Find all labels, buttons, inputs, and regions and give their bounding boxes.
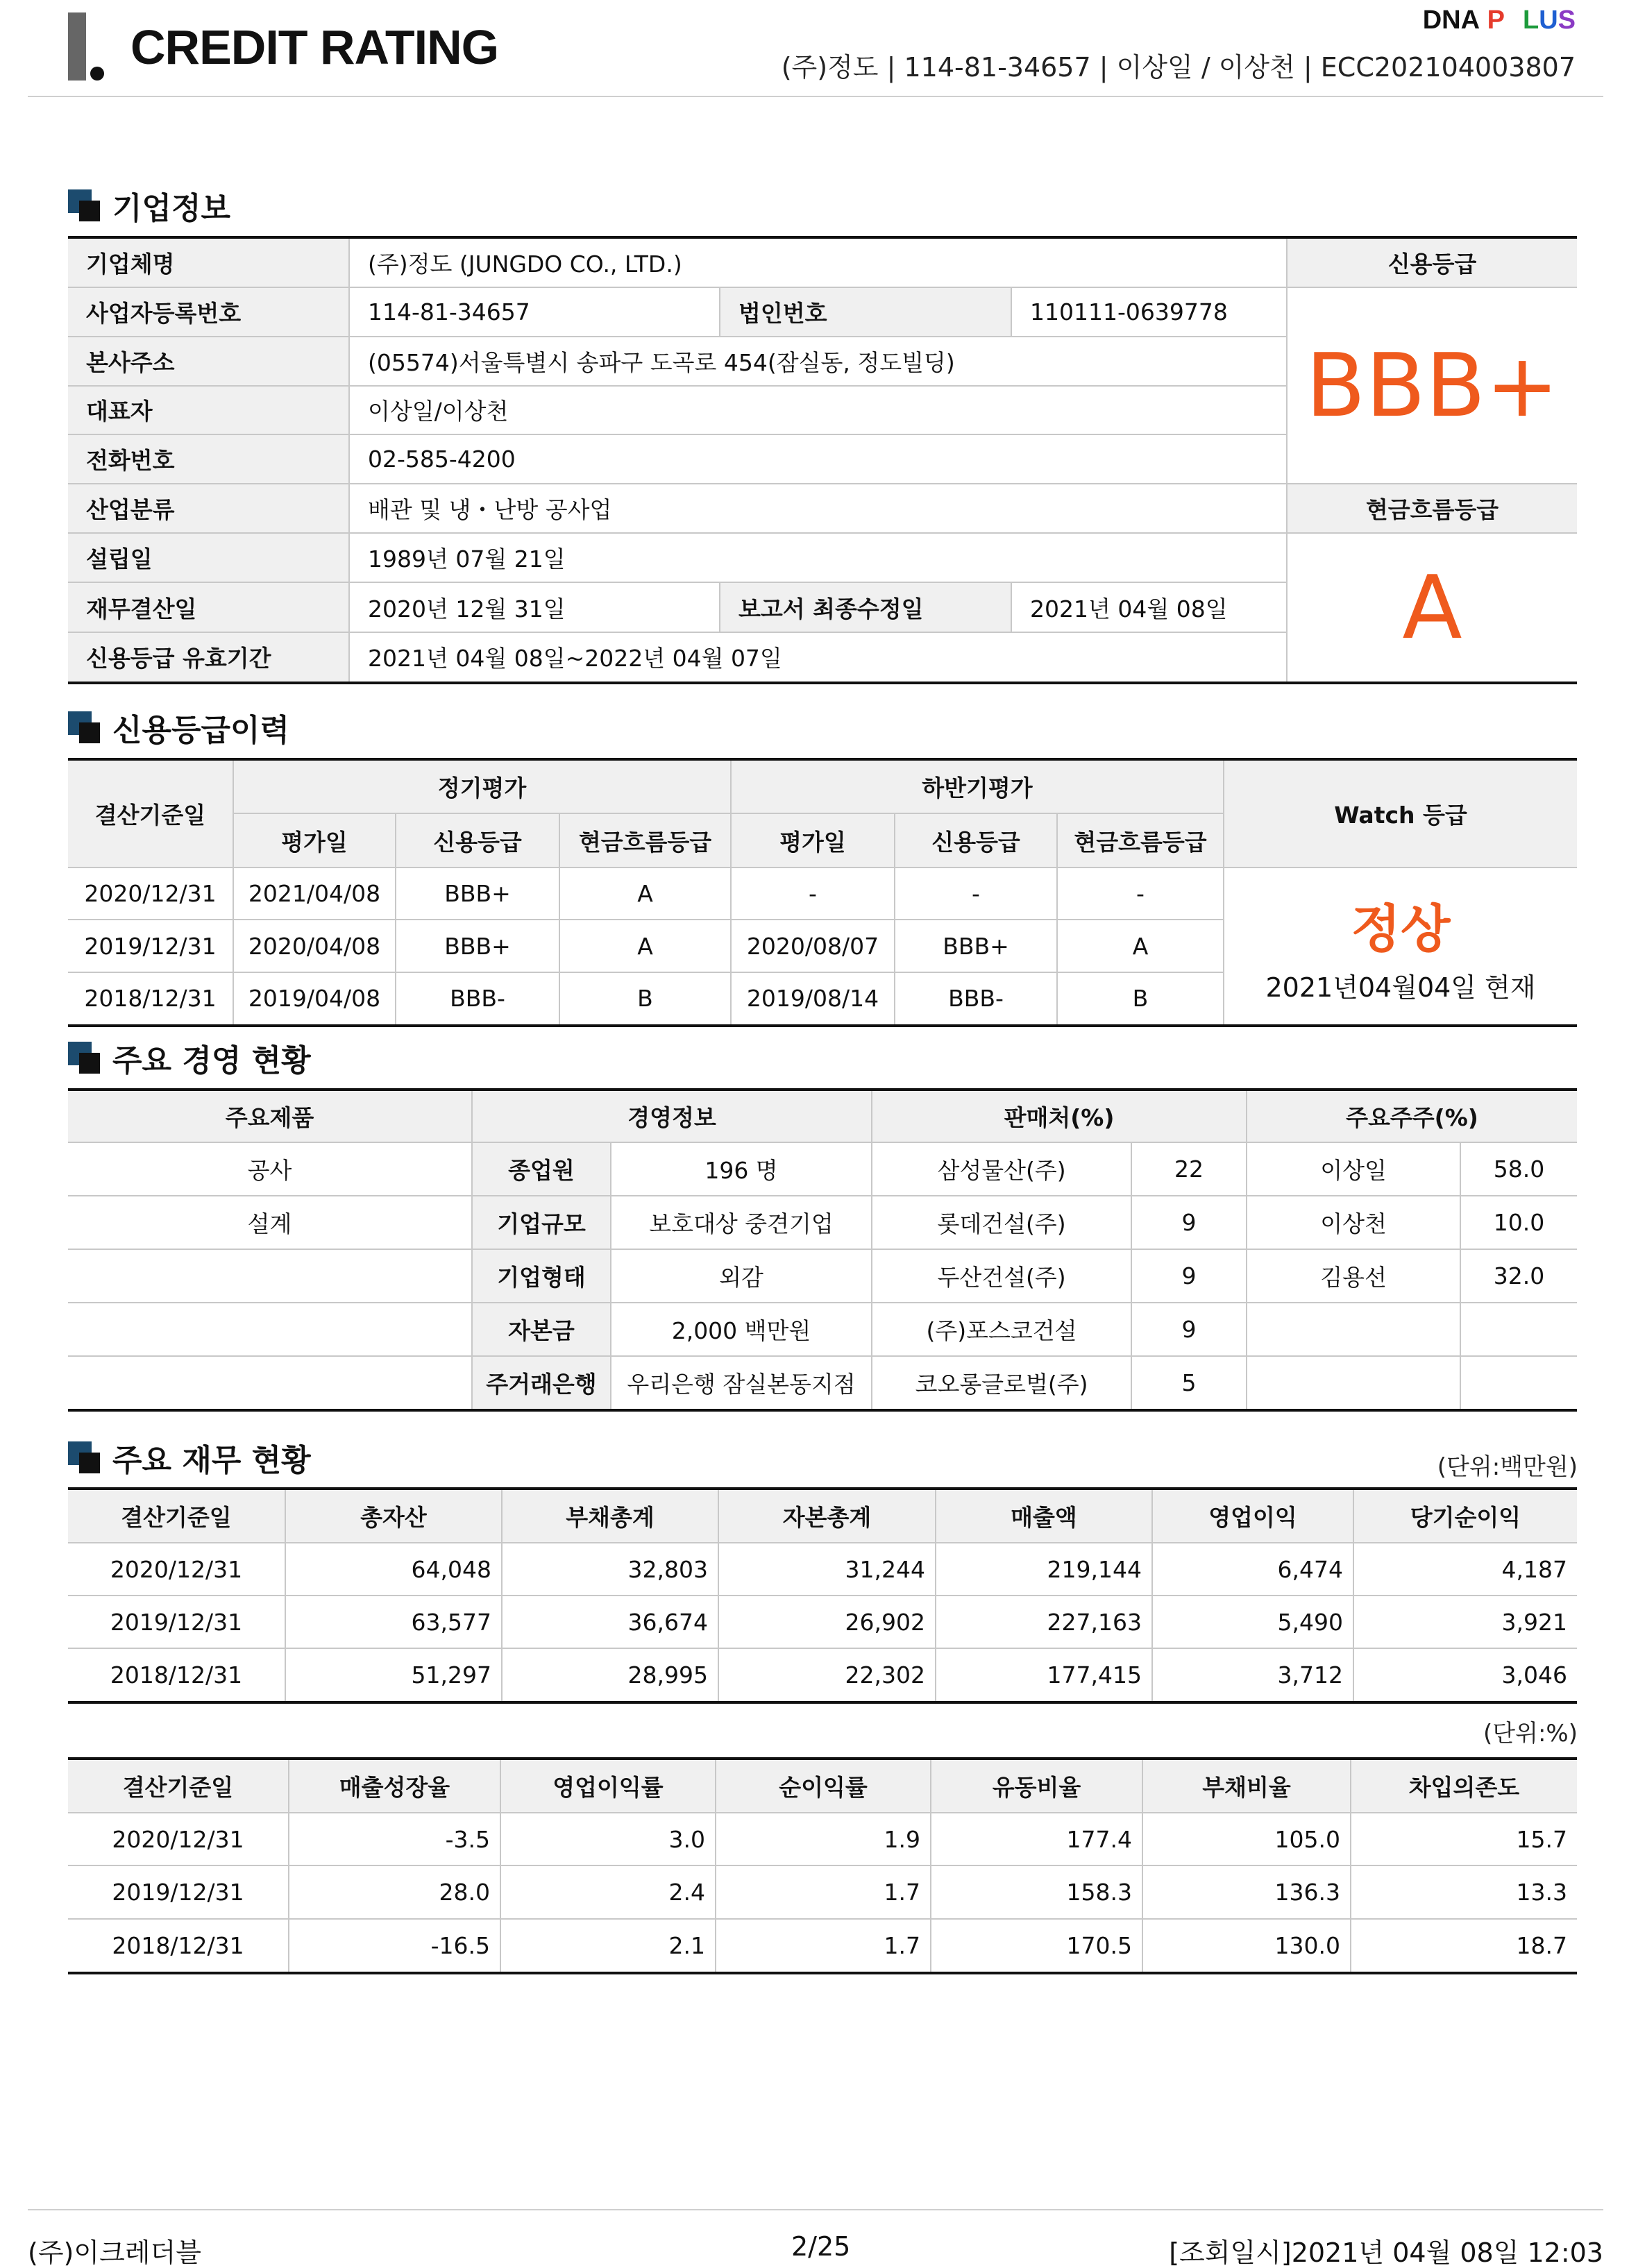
section-title: 기업정보 xyxy=(112,191,231,226)
cell xyxy=(1460,1356,1577,1411)
cell: 2020/12/31 xyxy=(68,1543,285,1596)
cell: 36,674 xyxy=(502,1596,718,1648)
unit-label: (단위:%) xyxy=(1483,1720,1578,1747)
cell: 58.0 xyxy=(1460,1142,1577,1196)
cell: 3.0 xyxy=(500,1813,716,1865)
unit-label: (단위:백만원) xyxy=(1437,1453,1578,1481)
cell: 외감 xyxy=(611,1249,872,1303)
cell: 105.0 xyxy=(1142,1813,1351,1865)
page-footer xyxy=(28,2209,1603,2268)
cell: 196 명 xyxy=(611,1142,872,1196)
cell: BBB+ xyxy=(396,920,559,972)
header-half: 하반기평가 xyxy=(731,759,1224,813)
label-valid: 신용등급 유효기간 xyxy=(68,632,349,683)
corp-no: 110111-0639778 xyxy=(1011,287,1287,337)
cell: B xyxy=(1057,972,1224,1026)
cell: 5 xyxy=(1131,1356,1247,1411)
cell xyxy=(1247,1356,1460,1411)
cell xyxy=(68,1249,472,1303)
watch-grade-cell xyxy=(1224,868,1577,1026)
footer-timestamp: [조회일시]2021년 04월 08일 12:03 xyxy=(1169,2237,1603,2268)
cell: 1.7 xyxy=(716,1919,931,1973)
footer-company: (주)이크레더블 xyxy=(28,2237,201,2268)
cell: A xyxy=(559,920,731,972)
section-bullet-icon xyxy=(68,189,100,221)
section-bullet-icon xyxy=(68,1441,100,1473)
cell: 이상일 xyxy=(1247,1142,1460,1196)
section-bullet-icon xyxy=(68,1042,100,1074)
cell: 2,000 백만원 xyxy=(611,1303,872,1356)
label-company-name: 기업체명 xyxy=(68,237,349,287)
cell: - xyxy=(1057,868,1224,920)
ratios-table xyxy=(68,1757,1577,1974)
credit-grade-value: BBB+ xyxy=(1287,287,1577,484)
cell: 2019/12/31 xyxy=(68,920,233,972)
cell: 3,921 xyxy=(1353,1596,1577,1648)
header-cell: 영업이익 xyxy=(1152,1489,1353,1543)
cell: 32.0 xyxy=(1460,1249,1577,1303)
cell: 삼성물산(주) xyxy=(872,1142,1131,1196)
cell: 2020/08/07 xyxy=(731,920,895,972)
founded: 1989년 07월 21일 xyxy=(349,533,1287,583)
cell: 공사 xyxy=(68,1142,472,1196)
cell: 2019/12/31 xyxy=(68,1865,289,1918)
cell: 170.5 xyxy=(931,1919,1142,1973)
cell: 2020/12/31 xyxy=(68,868,233,920)
table-row xyxy=(68,1596,1577,1648)
header-watch: Watch 등급 xyxy=(1224,759,1577,868)
cell: 2020/12/31 xyxy=(68,1813,289,1865)
cell: 보호대상 중견기업 xyxy=(611,1196,872,1249)
cell xyxy=(68,1303,472,1356)
cell: 22,302 xyxy=(718,1648,936,1702)
brand-letter: U xyxy=(1539,6,1558,35)
header-products: 주요제품 xyxy=(68,1090,472,1142)
cell: 10.0 xyxy=(1460,1196,1577,1249)
table-row xyxy=(68,1356,1577,1411)
cell: 설계 xyxy=(68,1196,472,1249)
header-cell: 당기순이익 xyxy=(1353,1489,1577,1543)
address: (05574)서울특별시 송파구 도곡로 454(잠실동, 정도빌딩) xyxy=(349,337,1287,386)
header-eval-date: 평가일 xyxy=(233,813,396,868)
header-cell: 순이익률 xyxy=(716,1759,931,1813)
cell: 9 xyxy=(1131,1196,1247,1249)
header-cell: 총자산 xyxy=(285,1489,502,1543)
cell xyxy=(1460,1303,1577,1356)
header-cell: 자본총계 xyxy=(718,1489,936,1543)
table-row xyxy=(68,1813,1577,1865)
cell: 51,297 xyxy=(285,1648,502,1702)
header-credit: 신용등급 xyxy=(396,813,559,868)
table-row xyxy=(68,1303,1577,1356)
cell: 2019/04/08 xyxy=(233,972,396,1026)
table-row xyxy=(68,1919,1577,1973)
cell: 136.3 xyxy=(1142,1865,1351,1918)
cell: 우리은행 잠실본동지점 xyxy=(611,1356,872,1411)
header-cash: 현금흐름등급 xyxy=(559,813,731,868)
header-regular: 정기평가 xyxy=(233,759,731,813)
label-credit-grade: 신용등급 xyxy=(1287,237,1577,287)
cell-label: 주거래은행 xyxy=(472,1356,611,1411)
cell: 177,415 xyxy=(936,1648,1152,1702)
table-row xyxy=(68,1648,1577,1702)
cell: 김용선 xyxy=(1247,1249,1460,1303)
header-cell: 부채총계 xyxy=(502,1489,718,1543)
label-cash-grade: 현금흐름등급 xyxy=(1287,484,1577,533)
cell: 32,803 xyxy=(502,1543,718,1596)
header-cell: 매출액 xyxy=(936,1489,1152,1543)
valid-period: 2021년 04월 08일~2022년 04월 07일 xyxy=(349,632,1287,683)
cell: 롯데건설(주) xyxy=(872,1196,1131,1249)
cell xyxy=(1247,1303,1460,1356)
table-row xyxy=(68,1865,1577,1918)
cell: 1.9 xyxy=(716,1813,931,1865)
cell: 9 xyxy=(1131,1249,1247,1303)
management-table xyxy=(68,1088,1577,1412)
cash-grade-value: A xyxy=(1287,533,1577,683)
cell: 28,995 xyxy=(502,1648,718,1702)
cell: 이상천 xyxy=(1247,1196,1460,1249)
biz-no: 114-81-34657 xyxy=(349,287,720,337)
ceo: 이상일/이상천 xyxy=(349,386,1287,435)
cell: 2018/12/31 xyxy=(68,972,233,1026)
cell: 9 xyxy=(1131,1303,1247,1356)
fiscal-date: 2020년 12월 31일 xyxy=(349,582,720,632)
header-cell: 유동비율 xyxy=(931,1759,1142,1813)
label-address: 본사주소 xyxy=(68,337,349,386)
cell: - xyxy=(731,868,895,920)
cell: 15.7 xyxy=(1351,1813,1577,1865)
cell: BBB+ xyxy=(396,868,559,920)
cell: 2.4 xyxy=(500,1865,716,1918)
cell: 2018/12/31 xyxy=(68,1919,289,1973)
brand-letter: P xyxy=(1487,6,1505,35)
cell: 2019/08/14 xyxy=(731,972,895,1026)
cell: -3.5 xyxy=(289,1813,500,1865)
header-cell: 차입의존도 xyxy=(1351,1759,1577,1813)
header-credit: 신용등급 xyxy=(895,813,1057,868)
header-cell: 매출성장율 xyxy=(289,1759,500,1813)
cell: 28.0 xyxy=(289,1865,500,1918)
header-holders: 주요주주(%) xyxy=(1247,1090,1577,1142)
brand-name: DNA xyxy=(1422,6,1480,35)
table-row xyxy=(68,1249,1577,1303)
section-financials xyxy=(68,1438,311,1477)
logo-dot-icon xyxy=(90,67,104,81)
brand-letter: L xyxy=(1522,6,1539,35)
cell: 227,163 xyxy=(936,1596,1152,1648)
cell: A xyxy=(1057,920,1224,972)
cell: BBB+ xyxy=(895,920,1057,972)
section-rating-history xyxy=(68,708,289,747)
cell: BBB- xyxy=(895,972,1057,1026)
label-biz-no: 사업자등록번호 xyxy=(68,287,349,337)
cell-label: 기업규모 xyxy=(472,1196,611,1249)
header-eval-date: 평가일 xyxy=(731,813,895,868)
section-title: 주요 재무 현황 xyxy=(112,1443,311,1478)
header-cell: 결산기준일 xyxy=(68,1759,289,1813)
label-fiscal: 재무결산일 xyxy=(68,582,349,632)
cell-label: 종업원 xyxy=(472,1142,611,1196)
header-cell: 영업이익률 xyxy=(500,1759,716,1813)
cell: 4,187 xyxy=(1353,1543,1577,1596)
header-cell: 결산기준일 xyxy=(68,1489,285,1543)
table-row xyxy=(68,1543,1577,1596)
table-row xyxy=(68,1142,1577,1196)
cell: 두산건설(주) xyxy=(872,1249,1131,1303)
company-info-table xyxy=(68,236,1577,684)
rating-history-table xyxy=(68,758,1577,1027)
cell: 2021/04/08 xyxy=(233,868,396,920)
table-row xyxy=(68,868,1577,920)
cell: 2018/12/31 xyxy=(68,1648,285,1702)
logo-bar-icon xyxy=(68,12,86,81)
brand-logo xyxy=(1423,6,1576,35)
cell: 158.3 xyxy=(931,1865,1142,1918)
cell: A xyxy=(559,868,731,920)
page-number: 2/25 xyxy=(791,2231,851,2262)
brand-letter: S xyxy=(1558,6,1576,35)
cell: 5,490 xyxy=(1152,1596,1353,1648)
cell: 31,244 xyxy=(718,1543,936,1596)
section-management xyxy=(68,1038,311,1077)
cell: B xyxy=(559,972,731,1026)
section-title: 신용등급이력 xyxy=(112,713,290,748)
cell: 18.7 xyxy=(1351,1919,1577,1973)
header-sales: 판매처(%) xyxy=(872,1090,1247,1142)
cell: 22 xyxy=(1131,1142,1247,1196)
header-cell: 부채비율 xyxy=(1142,1759,1351,1813)
table-row xyxy=(68,1196,1577,1249)
cell: 3,712 xyxy=(1152,1648,1353,1702)
cell: 26,902 xyxy=(718,1596,936,1648)
cell xyxy=(68,1356,472,1411)
cell-label: 기업형태 xyxy=(472,1249,611,1303)
label-corp-no: 법인번호 xyxy=(720,287,1011,337)
financials-table xyxy=(68,1487,1577,1704)
cell: 3,046 xyxy=(1353,1648,1577,1702)
header-info: 경영정보 xyxy=(472,1090,872,1142)
cell: -16.5 xyxy=(289,1919,500,1973)
label-founded: 설립일 xyxy=(68,533,349,583)
watch-status: 정상 xyxy=(1351,899,1451,959)
cell: 1.7 xyxy=(716,1865,931,1918)
cell: 130.0 xyxy=(1142,1919,1351,1973)
cell: - xyxy=(895,868,1057,920)
cell: (주)포스코건설 xyxy=(872,1303,1131,1356)
industry: 배관 및 냉・난방 공사업 xyxy=(349,484,1287,533)
header-basis: 결산기준일 xyxy=(68,759,233,868)
label-industry: 산업분류 xyxy=(68,484,349,533)
cell-label: 자본금 xyxy=(472,1303,611,1356)
section-title: 주요 경영 현황 xyxy=(112,1043,311,1078)
company-name: (주)정도 (JUNGDO CO., LTD.) xyxy=(349,237,1287,287)
cell: 63,577 xyxy=(285,1596,502,1648)
cell: 64,048 xyxy=(285,1543,502,1596)
header-cash: 현금흐름등급 xyxy=(1057,813,1224,868)
cell: 177.4 xyxy=(931,1813,1142,1865)
label-phone: 전화번호 xyxy=(68,434,349,484)
report-title: CREDIT RATING xyxy=(130,20,499,74)
cell: 13.3 xyxy=(1351,1865,1577,1918)
cell: 6,474 xyxy=(1152,1543,1353,1596)
label-report-date: 보고서 최종수정일 xyxy=(720,582,1011,632)
cell: 2.1 xyxy=(500,1919,716,1973)
section-bullet-icon xyxy=(68,711,100,743)
watch-date: 2021년04월04일 현재 xyxy=(1265,972,1536,1003)
phone: 02-585-4200 xyxy=(349,434,1287,484)
cell: 2019/12/31 xyxy=(68,1596,285,1648)
report-subtitle: (주)정도 | 114-81-34657 | 이상일 / 이상천 | ECC202104003807 xyxy=(781,52,1576,83)
report-date: 2021년 04월 08일 xyxy=(1011,582,1287,632)
page-header xyxy=(28,0,1603,97)
cell: 코오롱글로벌(주) xyxy=(872,1356,1131,1411)
cell: 2020/04/08 xyxy=(233,920,396,972)
label-ceo: 대표자 xyxy=(68,386,349,435)
cell: 219,144 xyxy=(936,1543,1152,1596)
section-company-info xyxy=(68,186,230,225)
cell: BBB- xyxy=(396,972,559,1026)
